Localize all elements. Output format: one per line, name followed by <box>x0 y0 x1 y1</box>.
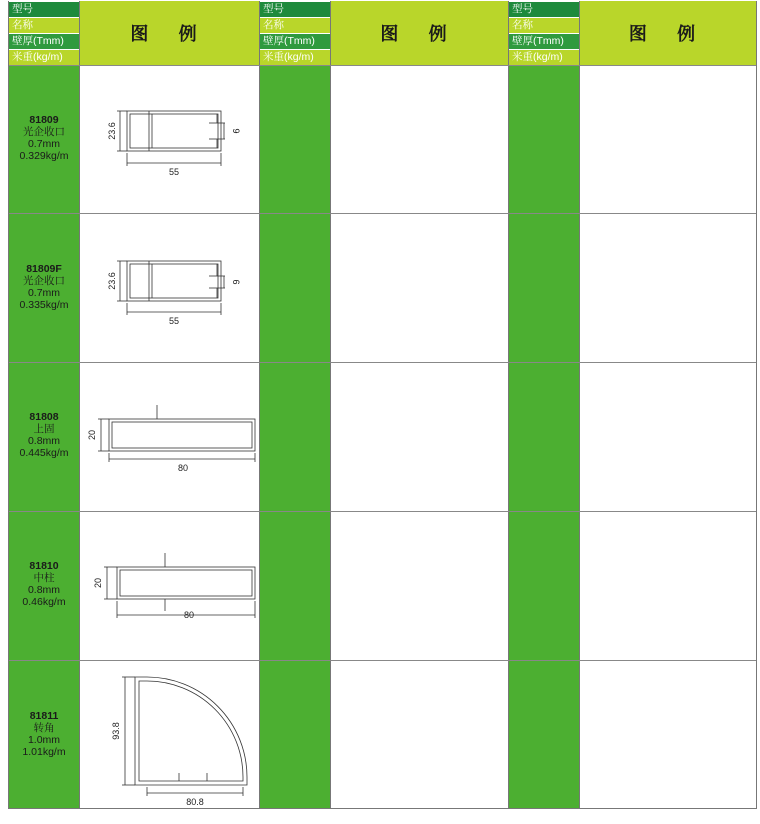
header-name-label: 名称 <box>509 18 579 33</box>
header-thickness-label: 壁厚(Tmm) <box>509 34 579 49</box>
meter-weight: 1.01kg/m <box>22 746 66 758</box>
header-thickness-label: 壁厚(Tmm) <box>9 34 79 49</box>
label-column-3 <box>508 1 579 808</box>
header-model-label: 型号 <box>509 2 579 17</box>
dimension-slot: 9 <box>231 128 241 134</box>
dimension-height: 93.8 <box>111 722 121 740</box>
profile-name: 光企收口 <box>23 126 65 138</box>
table-row <box>9 710 79 758</box>
profile-name: 转角 <box>33 722 55 734</box>
wall-thickness: 0.7mm <box>27 287 61 299</box>
header-thickness-label: 壁厚(Tmm) <box>260 34 330 49</box>
profile-drawing-81809 <box>117 111 225 166</box>
profile-drawing-81810 <box>104 553 255 618</box>
profile-drawing-81811 <box>122 677 247 796</box>
profile-name: 光企收口 <box>23 275 65 287</box>
label-column-2 <box>259 1 330 808</box>
dimension-width: 55 <box>168 167 180 177</box>
dimension-width: 80 <box>177 463 189 473</box>
model-number: 81808 <box>29 411 59 423</box>
dimension-width: 55 <box>168 316 180 326</box>
meter-weight: 0.46kg/m <box>22 596 66 608</box>
profile-table <box>8 1 757 809</box>
header-name-label: 名称 <box>260 18 330 33</box>
meter-weight: 0.445kg/m <box>19 447 69 459</box>
figure-header-2: 图 例 <box>330 1 508 65</box>
profile-name: 上固 <box>33 423 55 435</box>
table-row <box>9 114 79 162</box>
figure-header-3: 图 例 <box>579 1 756 65</box>
dimension-slot: 6 <box>231 279 241 285</box>
header-weight-label: 米重(kg/m) <box>260 50 330 65</box>
profile-drawing-81808 <box>98 405 255 462</box>
wall-thickness: 0.8mm <box>27 584 61 596</box>
profile-drawings <box>79 65 259 808</box>
header-labels-3 <box>509 1 579 65</box>
header-model-label: 型号 <box>9 2 79 17</box>
table-row <box>9 411 79 459</box>
model-number: 81809F <box>26 263 62 275</box>
wall-thickness: 1.0mm <box>27 734 61 746</box>
wall-thickness: 0.7mm <box>27 138 61 150</box>
profile-name: 中柱 <box>33 572 55 584</box>
header-weight-label: 米重(kg/m) <box>509 50 579 65</box>
model-number: 81809 <box>29 114 59 126</box>
table-row <box>9 263 79 311</box>
model-number: 81810 <box>29 560 59 572</box>
dimension-width: 80 <box>183 610 195 620</box>
dimension-height: 23.6 <box>107 272 117 290</box>
header-labels-1 <box>9 1 79 65</box>
meter-weight: 0.329kg/m <box>19 150 69 162</box>
header-model-label: 型号 <box>260 2 330 17</box>
model-number: 81811 <box>29 710 59 722</box>
dimension-height: 20 <box>87 429 97 441</box>
header-name-label: 名称 <box>9 18 79 33</box>
wall-thickness: 0.8mm <box>27 435 61 447</box>
header-labels-2 <box>260 1 330 65</box>
dimension-height: 23.6 <box>107 122 117 140</box>
meter-weight: 0.335kg/m <box>19 299 69 311</box>
dimension-height: 20 <box>93 577 103 589</box>
figure-header-1: 图 例 <box>79 1 259 65</box>
table-row <box>9 560 79 608</box>
header-weight-label: 米重(kg/m) <box>9 50 79 65</box>
profile-drawing-81809F <box>117 261 225 315</box>
dimension-width: 80.8 <box>186 797 204 807</box>
